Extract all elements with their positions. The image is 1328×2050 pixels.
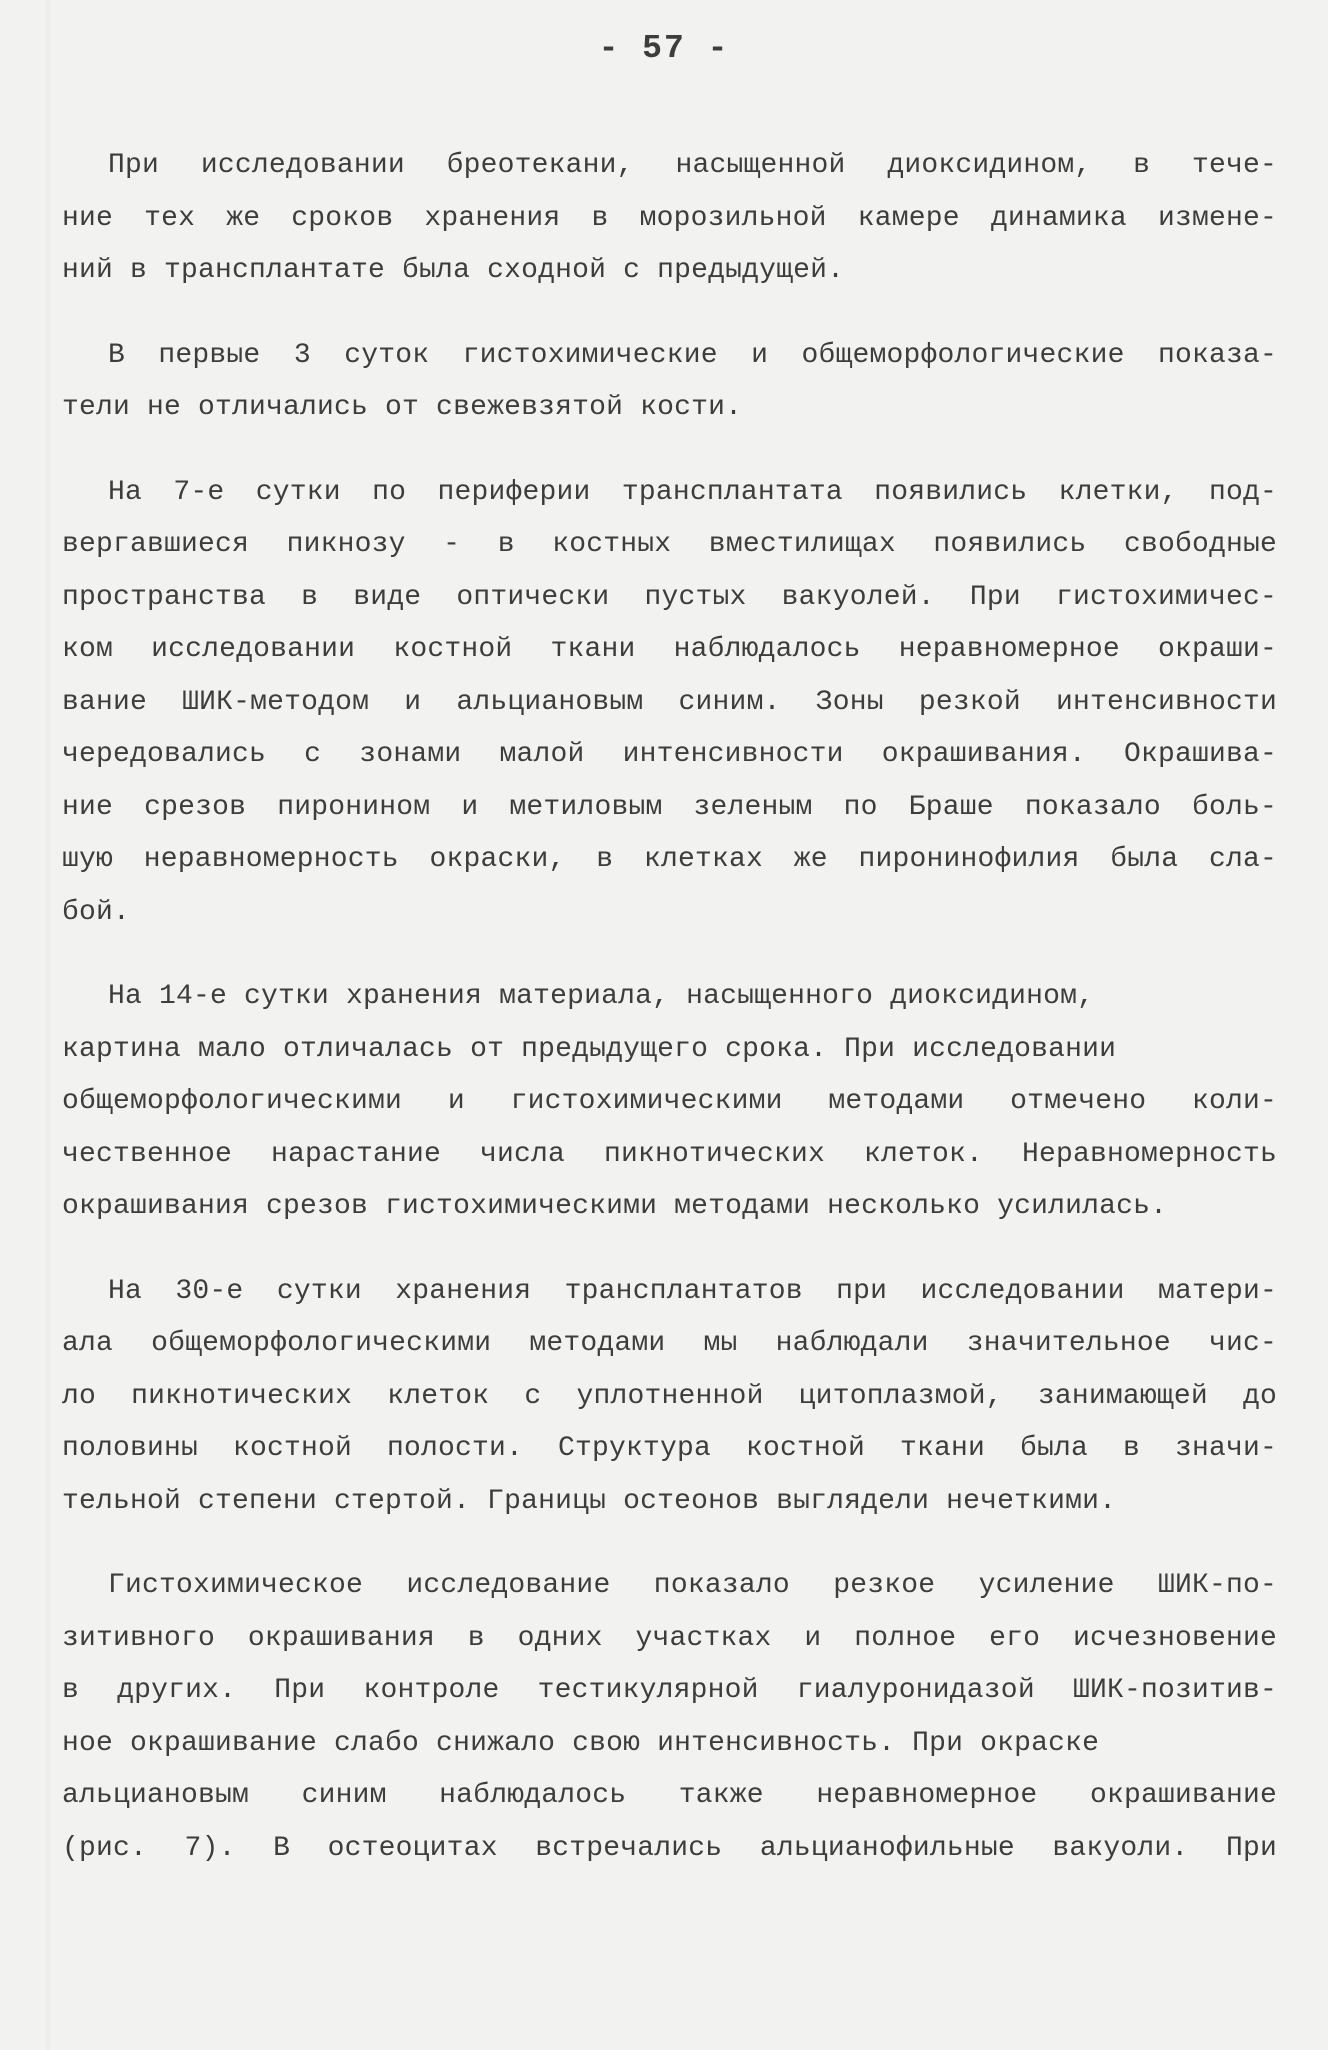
text-line: Гистохимическое исследование показало резкое усиление ШИК-по- (108, 1570, 1277, 1601)
text-line: бой. (62, 896, 131, 928)
text-line: ло пикнотических клеток с уплотненной цитоплазмой, занимающей до (62, 1380, 1277, 1412)
text-line: ала общеморфологическими методами мы наблюдали значительное чис- (62, 1328, 1277, 1359)
scan-margin-shadow (44, 0, 52, 2050)
text-line: На 7-е сутки по периферии трансплантата появились клетки, под- (108, 476, 1277, 508)
text-line: вергавшиеся пикнозу - в костных вместилищах появились свободные (62, 529, 1277, 560)
text-line: ний в трансплантате была сходной с предыдущей. (62, 255, 845, 286)
text-line: ние тех же сроков хранения в морозильной камере динамика измене- (62, 202, 1277, 234)
text-line: На 14-е сутки хранения материала, насыщенного диоксидином, (108, 981, 1095, 1012)
text-line: тели не отличались от свежевзятой кости. (62, 392, 743, 423)
text-line: ком исследовании костной ткани наблюдалось неравномерное окраши- (62, 634, 1277, 665)
paragraph-3 (62, 467, 1277, 940)
text-line: в других. При контроле тестикулярной гиалуронидазой ШИК-позитив- (62, 1675, 1277, 1706)
paragraph-6 (62, 1560, 1277, 1875)
paragraph-5 (62, 1266, 1277, 1529)
text-line: На 30-е сутки хранения трансплантатов при исследовании матери- (108, 1275, 1277, 1307)
text-line: шую неравномерность окраски, в клетках же пиронинофилия была сла- (62, 844, 1277, 875)
paragraph-2 (62, 330, 1277, 435)
text-line: тельной степени стертой. Границы остеонов выглядели нечеткими. (62, 1485, 1117, 1517)
text-line: В первые 3 суток гистохимические и общеморфологические показа- (108, 339, 1277, 371)
page-number: - 57 - (598, 30, 730, 67)
text-line: вание ШИК-методом и альциановым синим. Зоны резкой интенсивности (62, 686, 1277, 718)
paragraph-4 (62, 971, 1277, 1234)
text-line: ние срезов пиронином и метиловым зеленым по Браше показало боль- (62, 791, 1277, 823)
text-line: окрашивания срезов гистохимическими методами несколько усилилась. (62, 1191, 1168, 1222)
text-line: (рис. 7). В остеоцитах встречались альцианофильные вакуоли. При (62, 1832, 1277, 1864)
paragraph-1 (62, 140, 1277, 298)
text-line: При исследовании бреотекани, насыщенной диоксидином, в тече- (108, 150, 1277, 181)
text-line: зитивного окрашивания в одних участках и полное его исчезновение (62, 1622, 1277, 1654)
text-line: половины костной полости. Структура костной ткани была в значи- (62, 1433, 1277, 1464)
body-text (62, 140, 1277, 1907)
text-line: пространства в виде оптически пустых вакуолей. При гистохимичес- (62, 581, 1277, 613)
text-line: картина мало отличалась от предыдущего срока. При исследовании (62, 1033, 1117, 1065)
text-line: чередовались с зонами малой интенсивности окрашивания. Окрашива- (62, 739, 1277, 770)
text-line: общеморфологическими и гистохимическими методами отмечено коли- (62, 1086, 1277, 1117)
text-line: альциановым синим наблюдалось также неравномерное окрашивание (62, 1780, 1277, 1811)
text-line: ное окрашивание слабо снижало свою интенсивность. При окраске (62, 1727, 1100, 1759)
text-line: чественное нарастание числа пикнотических клеток. Неравномерность (62, 1138, 1277, 1170)
